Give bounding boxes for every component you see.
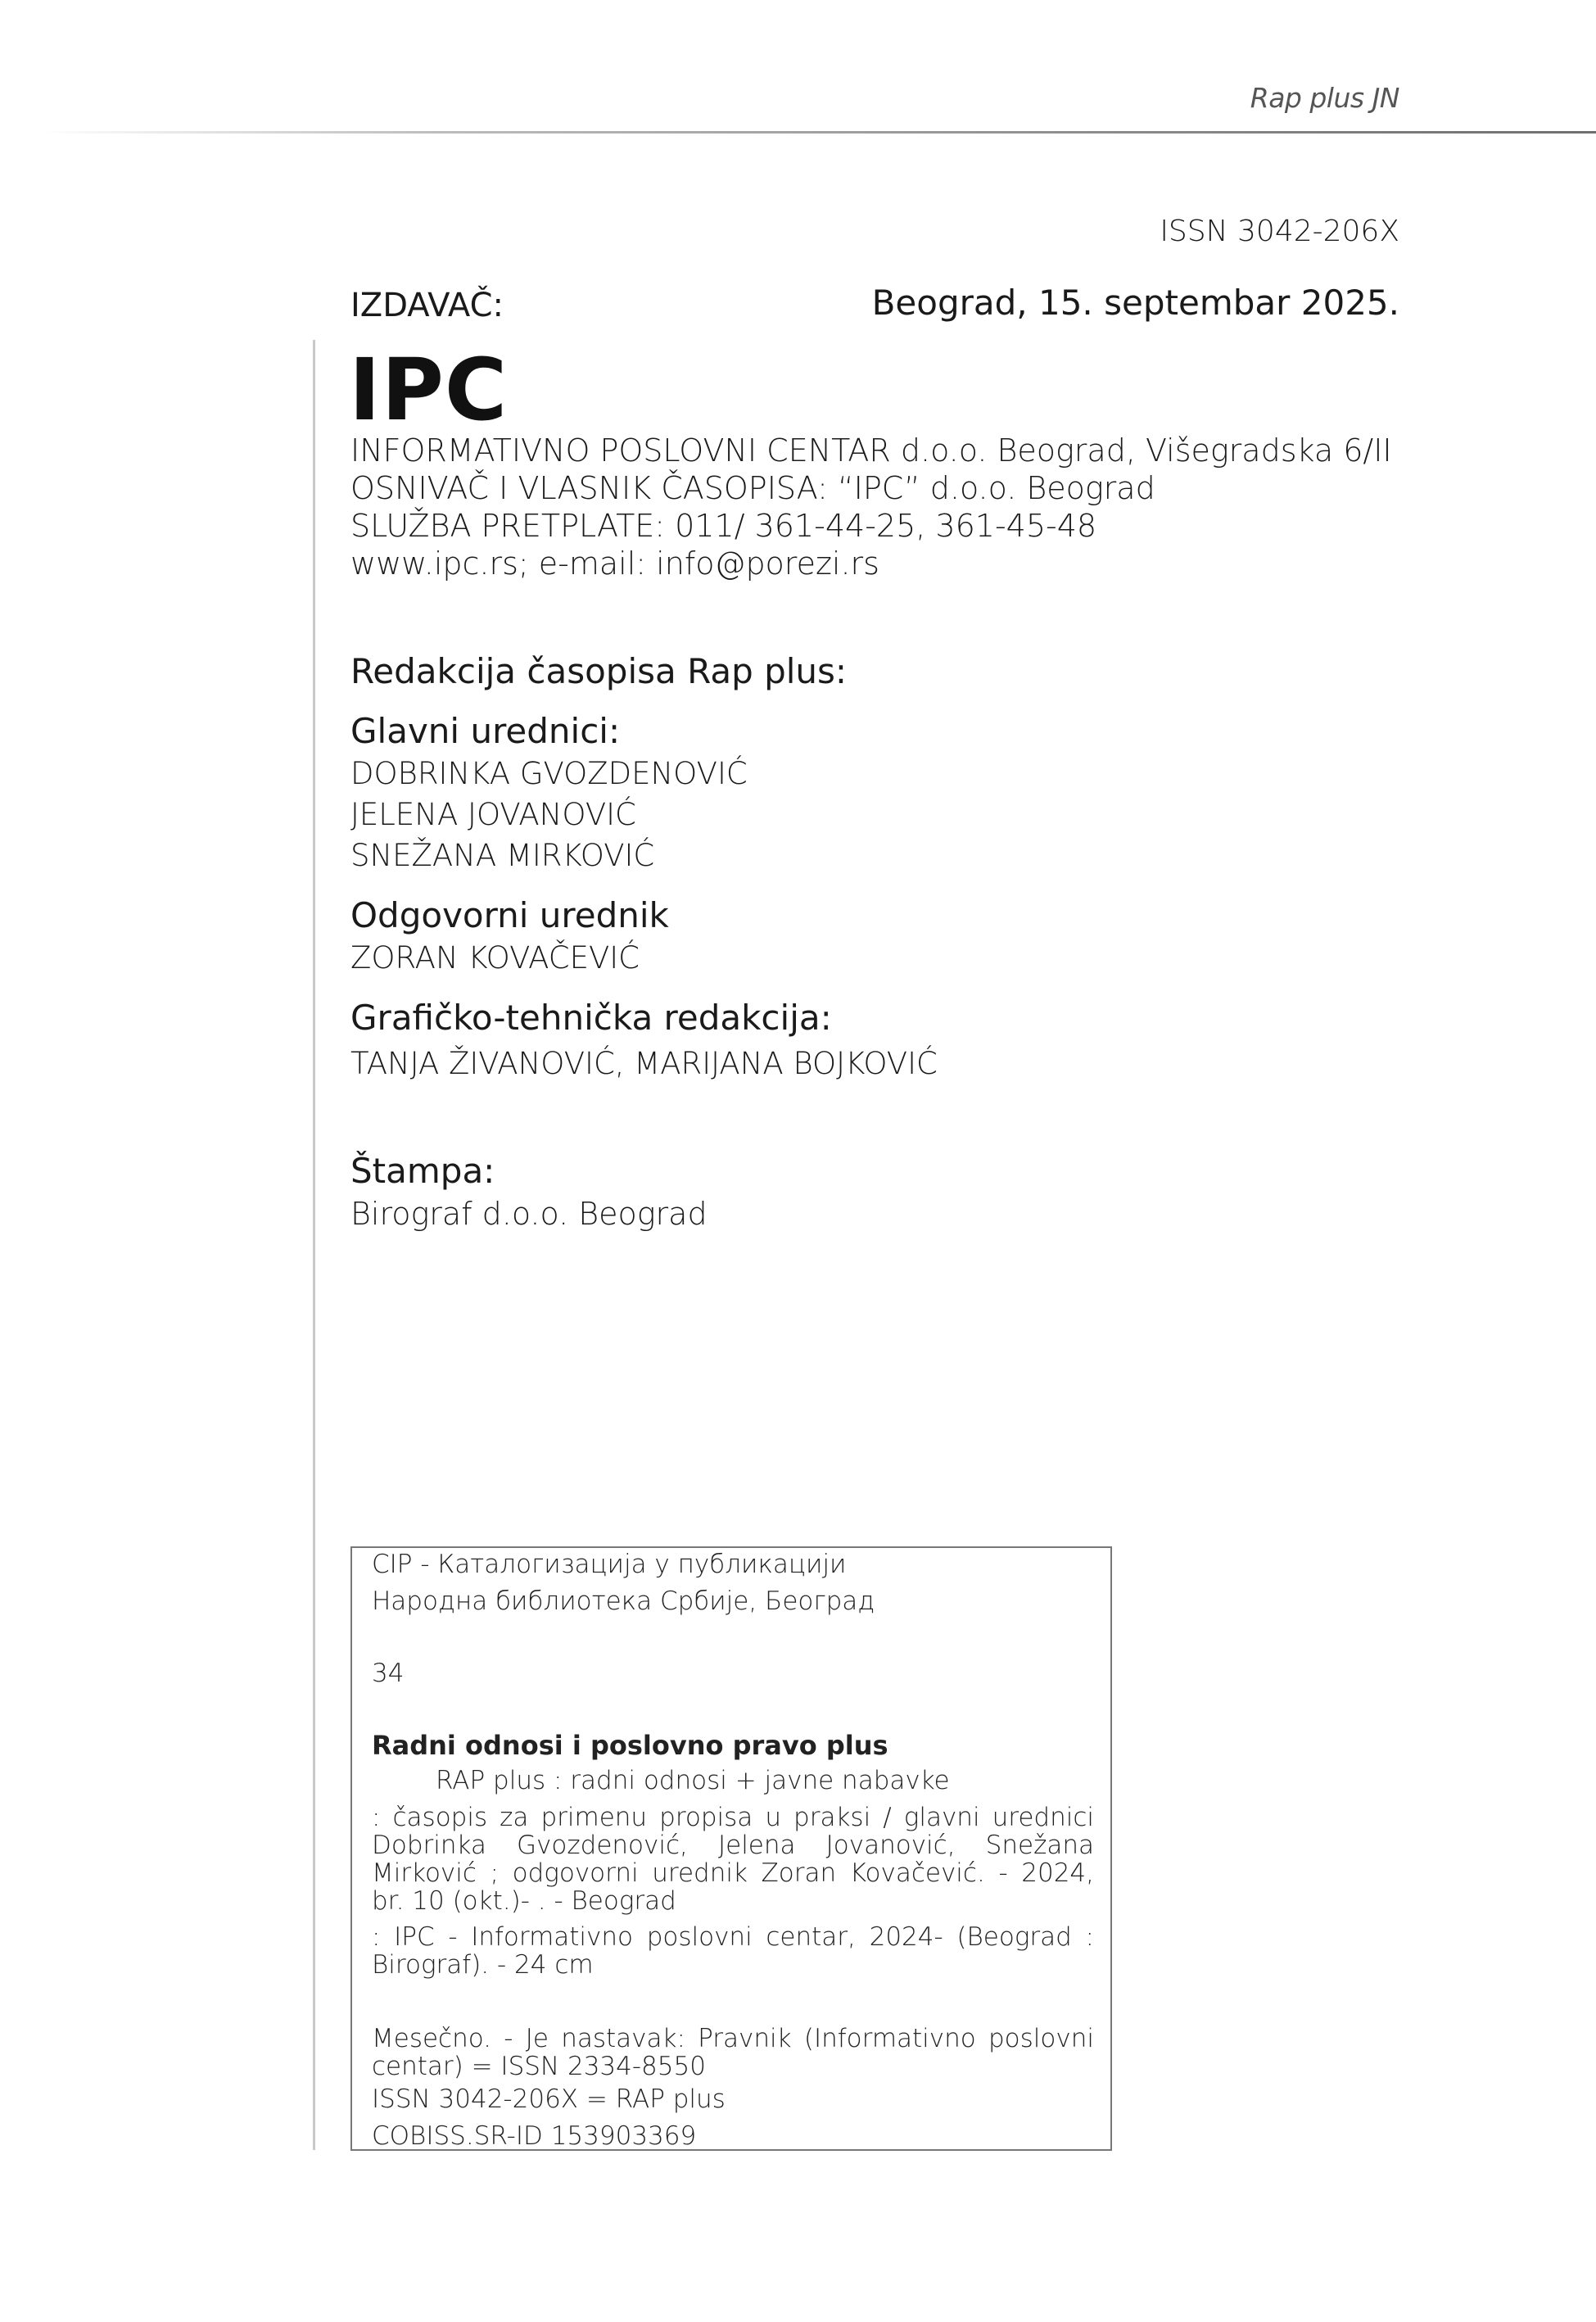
issue-date: Beograd, 15. septembar 2025. (871, 283, 1399, 323)
chief-editors-list (350, 754, 748, 876)
publisher-web-email: www.ipc.rs; e-mail: info@porezi.rs (350, 545, 879, 582)
header-divider (41, 131, 1596, 134)
graphic-editorial-names: TANJA ŽIVANOVIĆ, MARIJANA BOJKOVIĆ (350, 1046, 938, 1081)
chief-editor-name: SNEŽANA MIRKOVIĆ (350, 838, 655, 873)
responsible-editor-heading: Odgovorni urednik (350, 895, 669, 935)
cip-subtitle: RAP plus : radni odnosi + javne nabavke (436, 1766, 950, 1795)
cip-publication: : IPC - Informativno poslovni centar, 2024- (Beograd : Birograf). - 24 cm (372, 1922, 1094, 1980)
subscription-phone: SLUŽBA PRETPLATE: 011/ 361-44-25, 361-45-48 (350, 508, 1097, 544)
graphic-editorial-heading: Grafičko-tehnička redakcija: (350, 998, 832, 1038)
publisher-info (350, 432, 1415, 582)
chief-editor-name: JELENA JOVANOVIĆ (350, 797, 636, 832)
publisher-founder: OSNIVAČ I VLASNIK ČASOPISA: “IPC” d.o.o. Beograd (350, 470, 1155, 506)
publisher-logo: IPC (349, 340, 509, 440)
cip-description: : časopis za primenu propisa u praksi / glavni urednici Dobrinka Gvozdenović, Jelena Jovanović, Snežana Mirković ; odgovorni urednik Zoran Kovačević. - 2024, br. 10 (okt.)- . - Beograd (372, 1803, 1094, 1916)
editorial-heading: Redakcija časopisa Rap plus: (350, 651, 848, 691)
cip-library: Народна библиотека Србије, Београд (372, 1586, 875, 1616)
cip-note: Mesečno. - Je nastavak: Pravnik (Informativno poslovni centar) = ISSN 2334-8550 (372, 2024, 1094, 2081)
publisher-label: IZDAVAČ: (350, 287, 504, 324)
cip-record-box (350, 1546, 1112, 2151)
cip-line: CIP - Каталогизација у публикацији (372, 1550, 847, 1579)
chief-editors-heading: Glavni urednici: (350, 711, 621, 751)
responsible-editor-name: ZORAN KOVAČEVIĆ (350, 940, 640, 975)
cip-udc: 34 (372, 1659, 405, 1688)
running-header-title: Rap plus JN (1250, 82, 1399, 114)
cip-title: Radni odnosi i poslovno pravo plus (372, 1730, 888, 1761)
vertical-divider (313, 340, 315, 2150)
cip-issn: ISSN 3042-206X = RAP plus (372, 2084, 726, 2114)
printer-name: Birograf d.o.o. Beograd (350, 1196, 708, 1232)
print-heading: Štampa: (350, 1151, 495, 1191)
cip-cobiss: COBISS.SR-ID 153903369 (372, 2121, 697, 2151)
issn-number: ISSN 3042-206X (1160, 215, 1399, 248)
chief-editor-name: DOBRINKA GVOZDENOVIĆ (350, 756, 748, 791)
publisher-address: INFORMATIVNO POSLOVNI CENTAR d.o.o. Beograd, Višegradska 6/II (350, 432, 1392, 468)
